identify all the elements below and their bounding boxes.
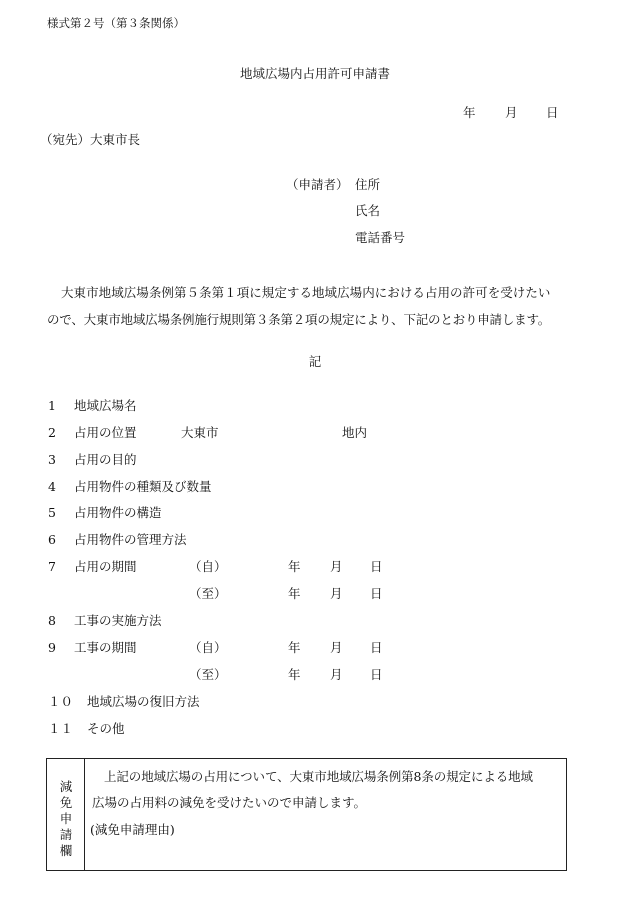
address-label: 住所 [355,177,381,192]
date-year-label: 年 [288,586,301,601]
list-item [0,588,630,604]
addressee: （宛先）大東市長 [40,132,141,147]
date-year-label: 年 [288,640,301,655]
date-month-label: 月 [505,105,518,120]
item-label: 工事の実施方法 [74,613,162,628]
item-label: その他 [87,721,125,736]
list-item [0,427,630,443]
name-label: 氏名 [355,203,381,218]
exemption-text-line-2: 広場の占用料の減免を受けたいので申請します。 [92,795,367,810]
item-label: 占用物件の管理方法 [74,532,187,547]
exemption-label-char: 申 [59,811,73,826]
item-label: 工事の期間 [74,640,137,655]
item-number: 4 [48,479,56,494]
list-item [0,481,630,497]
item-number: 2 [48,425,56,440]
period-to-label: （至） [189,667,227,682]
exemption-box [46,758,567,871]
item-label: 地域広場名 [74,398,137,413]
item-label: 占用の位置 [74,425,137,440]
date-day-label: 日 [370,559,383,574]
exemption-label-cell [47,759,85,870]
item-number: １０ [48,694,74,709]
location-city: 大東市 [181,425,219,440]
item-label: 占用の目的 [74,452,137,467]
date-day-label: 日 [370,667,383,682]
phone-label: 電話番号 [355,230,406,245]
date-year-label: 年 [288,667,301,682]
item-number: 1 [48,398,56,413]
date-year-label: 年 [288,559,301,574]
period-from-label: （自） [189,640,227,655]
location-suffix: 地内 [342,425,368,440]
item-label: 占用物件の構造 [74,505,162,520]
exemption-reason-label: (減免申請理由) [90,822,175,837]
body-line-1: 大東市地域広場条例第５条第１項に規定する地域広場内における占用の許可を受けたい [61,285,551,300]
item-label: 地域広場の復旧方法 [87,694,200,709]
exemption-label-char: 請 [59,827,73,842]
item-number: １１ [48,721,74,736]
date-day-label: 日 [370,586,383,601]
date-month-label: 月 [330,559,343,574]
list-item [0,615,630,631]
item-number: 7 [48,559,56,574]
exemption-label [47,779,85,859]
list-item [0,454,630,470]
exemption-label-char: 減 [59,779,73,794]
period-to-label: （至） [189,586,227,601]
body-line-2: ので、大東市地域広場条例施行規則第３条第２項の規定により、下記のとおり申請します。 [47,312,551,327]
exemption-label-char: 免 [59,795,73,810]
date-month-label: 月 [330,640,343,655]
date-month-label: 月 [330,667,343,682]
item-number: 3 [48,452,56,467]
exemption-text-line-1: 上記の地域広場の占用について、大東市地域広場条例第8条の規定による地域 [104,769,533,784]
list-item [0,642,630,658]
form-number: 様式第２号（第３条関係） [47,16,185,30]
date-month-label: 月 [330,586,343,601]
item-number: 8 [48,613,56,628]
ki-heading: 記 [308,354,322,369]
list-item [0,507,630,523]
list-item [0,400,630,416]
list-item [0,723,630,739]
item-label: 占用の期間 [74,559,137,574]
period-from-label: （自） [189,559,227,574]
item-number: 9 [48,640,56,655]
date-day-label: 日 [546,105,559,120]
applicant-prefix: （申請者） [286,177,349,192]
list-item [0,534,630,550]
document-title: 地域広場内占用許可申請書 [239,66,390,81]
list-item [0,696,630,712]
date-day-label: 日 [370,640,383,655]
item-number: 6 [48,532,56,547]
item-number: 5 [48,505,56,520]
item-label: 占用物件の種類及び数量 [74,479,212,494]
exemption-label-char: 欄 [59,843,73,858]
date-year-label: 年 [463,105,476,120]
list-item [0,669,630,685]
list-item [0,561,630,577]
